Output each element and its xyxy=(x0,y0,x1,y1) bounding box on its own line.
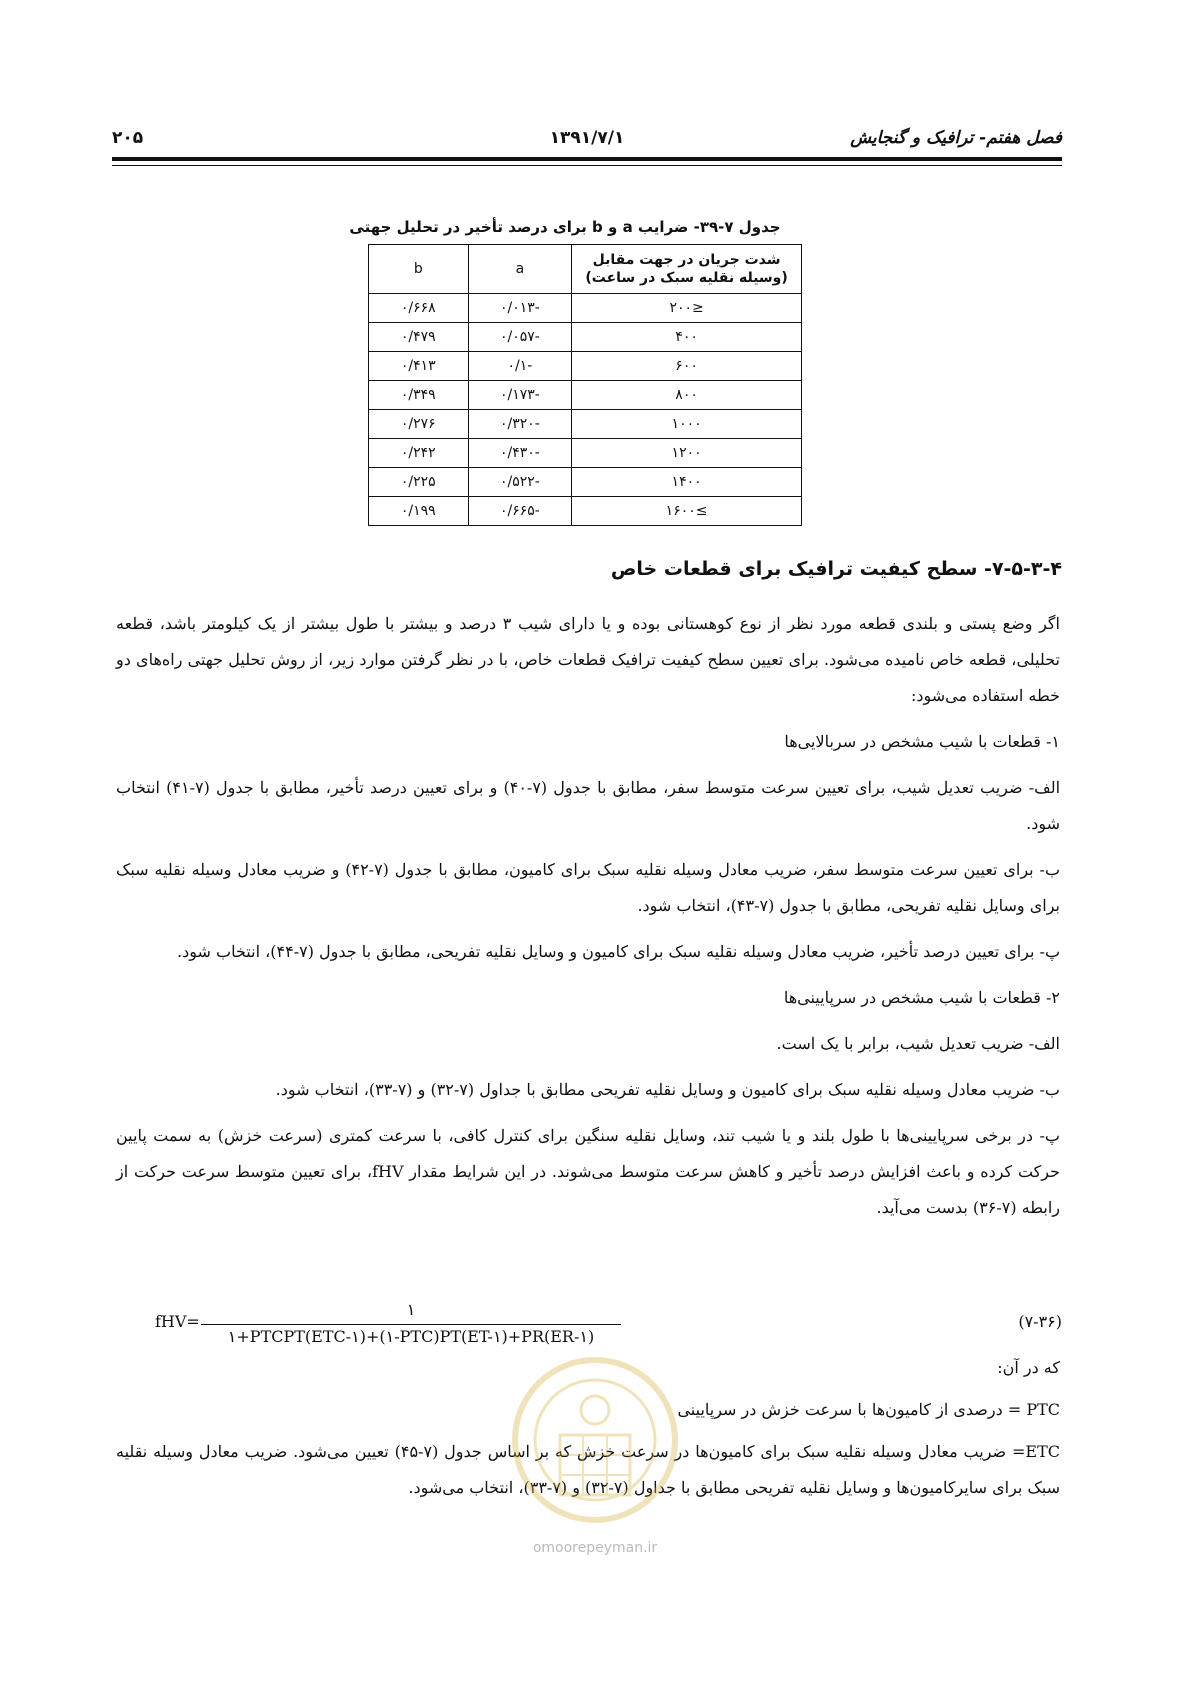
list-item-2b: ب- ضریب معادل وسیله نقلیه سبک برای کامیون و وسایل نقلیه تفریحی مطابق با جداول (۷-۳۲) و (۷-۳۳)، انتخاب شود. xyxy=(275,1080,1060,1099)
page-header xyxy=(112,128,1062,154)
cell-a: -۰/۶۶۵ xyxy=(468,497,572,526)
table-row xyxy=(369,439,802,468)
list-item-1: ۱- قطعات با شیب مشخص در سربالایی‌ها xyxy=(784,732,1060,751)
chapter-title: فصل هفتم- ترافیک و گنجایش xyxy=(850,128,1062,148)
header-date: ۱۳۹۱/۷/۱ xyxy=(549,128,625,148)
equation-lhs: fHV= xyxy=(155,1312,200,1331)
cell-a: -۰/۰۵۷ xyxy=(468,323,572,352)
where-label: که در آن: xyxy=(997,1358,1060,1377)
cell-flow: ≤۲۰۰ xyxy=(572,294,802,323)
coefficients-table xyxy=(368,244,802,526)
cell-a: -۰/۱۷۳ xyxy=(468,381,572,410)
cell-flow: ≥۱۶۰۰ xyxy=(572,497,802,526)
list-item-1c: پ- برای تعیین درصد تأخیر، ضریب معادل وسیله نقلیه سبک برای کامیون و وسایل نقلیه تفریحی، مطابق با جدول (۷-۴۴)، انتخاب شود. xyxy=(177,942,1060,961)
header-rule-thick xyxy=(112,157,1062,161)
table-header-row xyxy=(369,245,802,294)
header-a: a xyxy=(468,245,572,294)
watermark-url: omoorepeyman.ir xyxy=(532,1540,658,1556)
table-row xyxy=(369,410,802,439)
list-item-2a: الف- ضریب تعدیل شیب، برابر با یک است. xyxy=(776,1034,1060,1053)
cell-a: -۰/۰۱۳ xyxy=(468,294,572,323)
section-title: ۷-۵-۳-۴- سطح کیفیت ترافیک برای قطعات خاص xyxy=(610,558,1062,580)
cell-b: ۰/۲۲۵ xyxy=(369,468,469,497)
equation-numerator: ۱ xyxy=(406,1300,416,1319)
header-b: b xyxy=(369,245,469,294)
equation-number: (۷-۳۶) xyxy=(1018,1312,1062,1331)
table-row xyxy=(369,294,802,323)
cell-flow: ۸۰۰ xyxy=(572,381,802,410)
list-item-1a: الف- ضریب تعدیل شیب، برای تعیین سرعت متوسط سفر، مطابق با جدول (۷-۴۰) و برای تعیین درصد تأخیر، مطابق با جدول (۷-۴۱) انتخاب شود. xyxy=(116,778,1061,833)
list-item-2c: پ- در برخی سرپایینی‌ها با طول بلند و یا شیب تند، وسایل نقلیه سنگین برای کنترل کافی، با سرعت کمتری (سرعت خزش) به سمت پایین حرکت کرده و باعث افزایش درصد تأخیر و کاهش سرعت متوسط می‌شوند. در این شرایط مقدار fHV، برای تعیین متوسط سرعت حرکت از رابطه (۷-۳۶) بدست می‌آید. xyxy=(116,1126,1061,1217)
cell-b: ۰/۲۴۲ xyxy=(369,439,469,468)
cell-b: ۰/۴۷۹ xyxy=(369,323,469,352)
cell-flow: ۱۲۰۰ xyxy=(572,439,802,468)
definition-etc: ETC= ضریب معادل وسیله نقلیه سبک برای کامیون‌ها در سرعت خزش که بر اساس جدول (۷-۴۵) تعیین می‌شود. ضریب معادل وسیله نقلیه سبک برای سایرکامیون‌ها و وسایل نقلیه تفریحی مطابق با جداول (۷-۳۲) و (۷-۳۳)، انتخاب می‌شود. xyxy=(116,1442,1060,1497)
header-flow: شدت جریان در جهت مقابل (وسیله نقلیه سبک در ساعت) xyxy=(572,245,802,294)
cell-a: -۰/۱ xyxy=(468,352,572,381)
header-rule-thin xyxy=(112,165,1062,166)
list-item-1b: ب- برای تعیین سرعت متوسط سفر، ضریب معادل وسیله نقلیه سبک برای کامیون، مطابق با جدول (۷-۴۲) و ضریب معادل وسیله نقلیه سبک برای وسایل نقلیه تفریحی، مطابق با جدول (۷-۴۳)، انتخاب شود. xyxy=(116,860,1061,915)
table-body xyxy=(369,294,802,526)
cell-b: ۰/۶۶۸ xyxy=(369,294,469,323)
cell-a: -۰/۳۲۰ xyxy=(468,410,572,439)
cell-a: -۰/۴۳۰ xyxy=(468,439,572,468)
table-row xyxy=(369,352,802,381)
paragraph-intro: اگر وضع پستی و بلندی قطعه مورد نظر از نوع کوهستانی بوده و یا دارای شیب ۳ درصد و بیشتر با طول بیشتر از یک کیلومتر باشد، قطعه تحلیلی، قطعه خاص نامیده می‌شود. برای تعیین سطح کیفیت ترافیک قطعات خاص، با در نظر گرفتن موارد زیر، از روش تحلیل جهتی راه‌های دو خطه استفاده می‌شود: xyxy=(116,614,1060,705)
cell-b: ۰/۲۷۶ xyxy=(369,410,469,439)
table-caption: جدول ۷-۳۹- ضرایب a و b برای درصد تأخیر در تحلیل جهتی xyxy=(349,218,781,236)
cell-flow: ۴۰۰ xyxy=(572,323,802,352)
body-text xyxy=(116,606,1060,1236)
list-item-2: ۲- قطعات با شیب مشخص در سرپایینی‌ها xyxy=(783,988,1060,1007)
cell-flow: ۱۰۰۰ xyxy=(572,410,802,439)
cell-b: ۰/۴۱۳ xyxy=(369,352,469,381)
table-row xyxy=(369,468,802,497)
table-row xyxy=(369,381,802,410)
watermark-logo-icon xyxy=(505,1345,685,1535)
definition-ptc: PTC = درصدی از کامیون‌ها با سرعت خزش در سرپایینی xyxy=(677,1400,1060,1419)
cell-b: ۰/۱۹۹ xyxy=(369,497,469,526)
table-row xyxy=(369,323,802,352)
cell-flow: ۶۰۰ xyxy=(572,352,802,381)
cell-flow: ۱۴۰۰ xyxy=(572,468,802,497)
page-number: ۲۰۵ xyxy=(112,128,144,148)
equation-fhv xyxy=(155,1300,625,1348)
cell-a: -۰/۵۲۲ xyxy=(468,468,572,497)
equation-denominator: ۱+PTCPT(ETC-۱)+(۱-PTC)PT(ET-۱)+PR(ER-۱) xyxy=(201,1324,621,1346)
table-row xyxy=(369,497,802,526)
cell-b: ۰/۳۴۹ xyxy=(369,381,469,410)
